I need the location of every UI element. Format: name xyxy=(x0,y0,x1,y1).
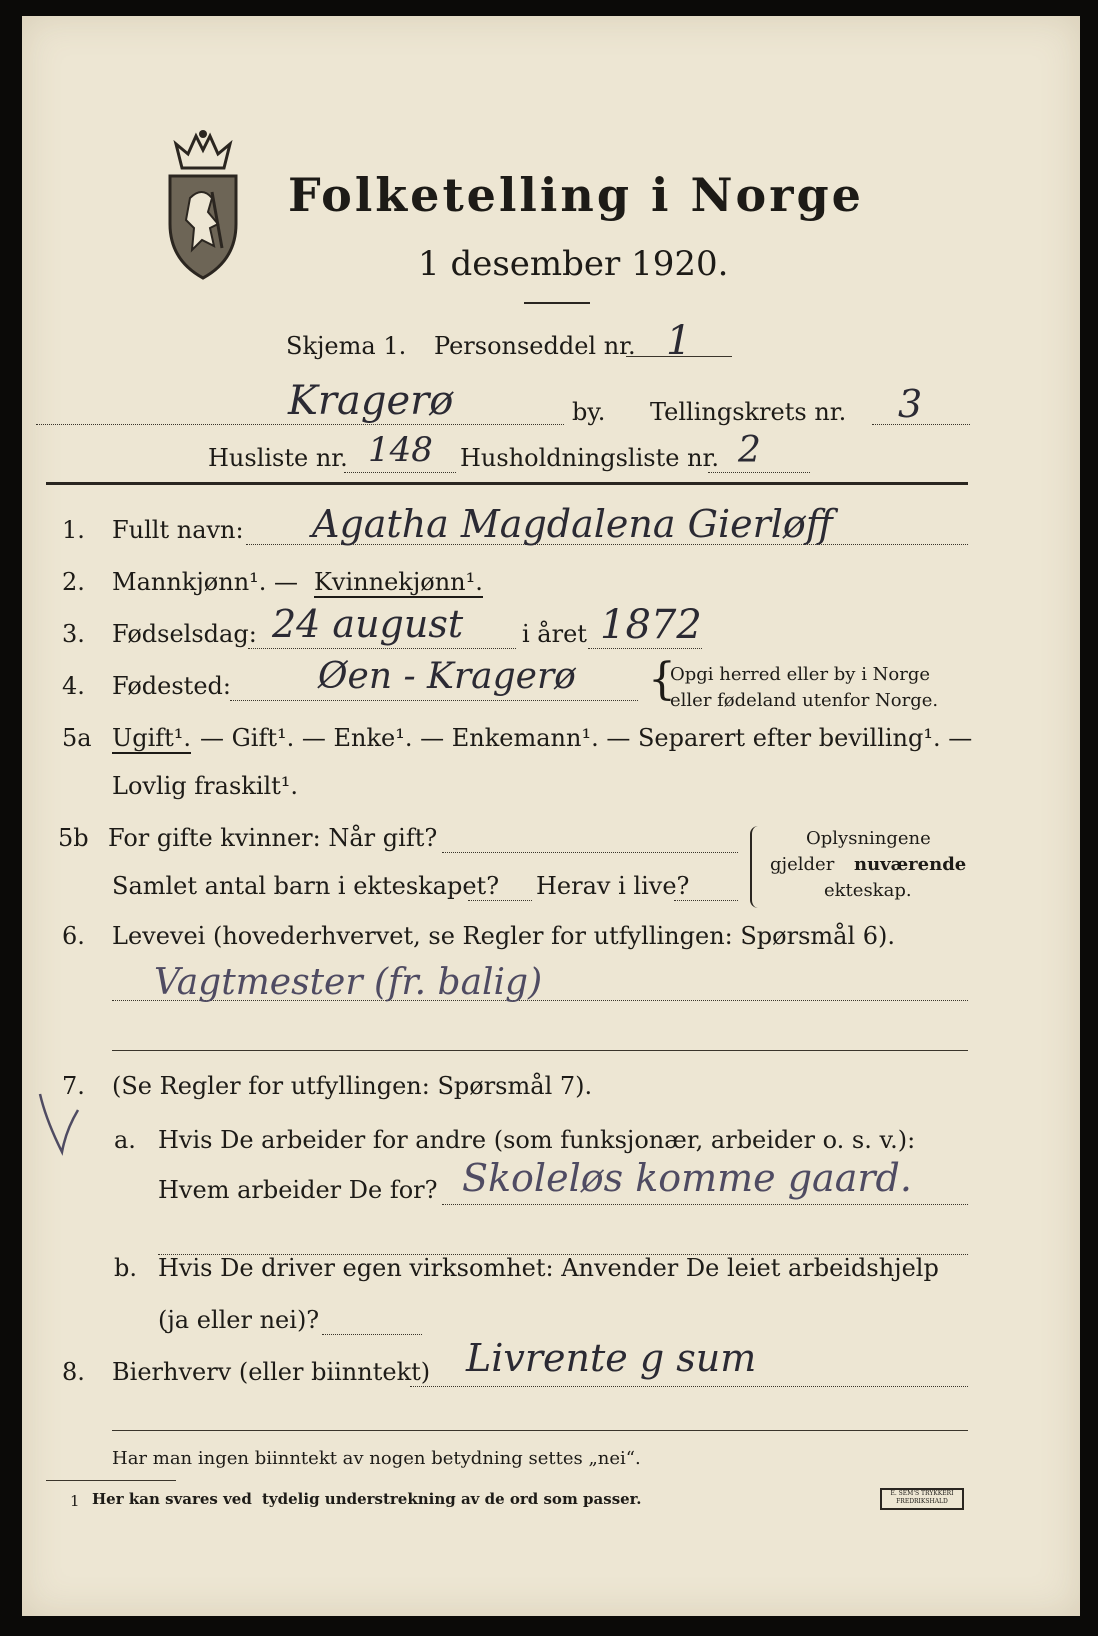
q5b-number: 5b xyxy=(58,824,89,852)
check-mark-icon xyxy=(34,1090,84,1160)
q7-number: 7. xyxy=(62,1072,85,1100)
form-title: Folketelling i Norge xyxy=(288,168,864,222)
q1-label: Fullt navn: xyxy=(112,516,244,544)
q5a-options: — Gift¹. — Enke¹. — Enkemann¹. — Separert efter bevilling¹. — xyxy=(200,724,973,752)
husholdningsliste-number: 2 xyxy=(738,430,761,471)
q6-label: Levevei (hovederhvervet, se Regler for utfyllingen: Spørsmål 6). xyxy=(112,922,896,950)
divider xyxy=(524,302,590,304)
q8-label: Bierhverv (eller biinntekt) xyxy=(112,1358,431,1386)
q2-kvinnekjonn-underlined: Kvinnekjønn¹. xyxy=(314,568,483,596)
q4-number: 4. xyxy=(62,672,85,700)
q8-side-income: Livrente g sum xyxy=(466,1336,757,1380)
personseddel-number: 1 xyxy=(666,318,692,364)
q7a-letter: a. xyxy=(114,1126,136,1154)
tellingskrets-number: 3 xyxy=(898,382,923,426)
norway-coat-of-arms-icon xyxy=(162,128,244,280)
q3-birth-year: 1872 xyxy=(600,602,702,648)
q7a-question: Hvem arbeider De for? xyxy=(158,1176,438,1204)
q5a-line2: Lovlig fraskilt¹. xyxy=(112,772,299,800)
q5b-note-2a: gjelder xyxy=(770,854,835,875)
q7b-text: Hvis De driver egen virksomhet: Anvender De leiet arbeidshjelp xyxy=(158,1254,939,1282)
q5b-naar-gift: For gifte kvinner: Når gift? xyxy=(108,824,438,852)
tellingskrets-label: Tellingskrets nr. xyxy=(650,398,847,426)
q5b-herav-i-live: Herav i live? xyxy=(536,872,690,900)
brace: { xyxy=(648,654,676,705)
q4-note-2: eller fødeland utenfor Norge. xyxy=(670,690,939,711)
q1-number: 1. xyxy=(62,516,85,544)
q3-year-label: i året xyxy=(522,620,587,648)
brace-5b xyxy=(750,826,760,908)
skjema-label: Skjema 1. xyxy=(286,332,407,360)
q4-label: Fødested: xyxy=(112,672,231,700)
q3-label: Fødselsdag: xyxy=(112,620,257,648)
q8-number: 8. xyxy=(62,1358,85,1386)
q7b-letter: b. xyxy=(114,1254,137,1282)
q5b-note-1: Oplysningene xyxy=(806,828,931,849)
personseddel-label: Personseddel nr. xyxy=(434,332,636,360)
q2-mannkjonn: Mannkjønn¹. — xyxy=(112,568,299,596)
census-form xyxy=(22,16,1080,1616)
q7b-question: (ja eller nei)? xyxy=(158,1306,320,1334)
q5b-antal-barn: Samlet antal barn i ekteskapet? xyxy=(112,872,500,900)
q6-occupation: Vagtmester (fr. balig) xyxy=(154,962,543,1003)
header-rule xyxy=(46,482,968,485)
husliste-label: Husliste nr. xyxy=(208,444,348,472)
q3-number: 3. xyxy=(62,620,85,648)
footnote-b: tydelig understrekning av de ord som passer. xyxy=(262,1490,642,1508)
census-date: 1 desember 1920. xyxy=(418,244,729,284)
q6-number: 6. xyxy=(62,922,85,950)
husholdningsliste-label: Husholdningsliste nr. xyxy=(460,444,719,472)
q1-full-name: Agatha Magdalena Gierløff xyxy=(312,502,833,546)
q7-label: (Se Regler for utfyllingen: Spørsmål 7). xyxy=(112,1072,593,1100)
q4-birthplace: Øen - Kragerø xyxy=(318,656,576,697)
by-label: by. xyxy=(572,398,606,426)
husliste-number: 148 xyxy=(368,430,433,470)
printer-stamp: E. SEM'S TRYKKERI FREDRIKSHALD xyxy=(880,1488,964,1510)
q2-number: 2. xyxy=(62,568,85,596)
q5b-note-3: ekteskap. xyxy=(824,880,912,901)
q4-note-1: Opgi herred eller by i Norge xyxy=(670,664,931,685)
q5a-number: 5a xyxy=(62,724,92,752)
q7a-employer: Skoleløs komme gaard. xyxy=(462,1156,912,1200)
q5a-ugift-underlined: Ugift¹. xyxy=(112,724,192,752)
footnote-mark: 1 xyxy=(70,1492,80,1510)
footnote-a: Her kan svares ved xyxy=(92,1490,252,1508)
q3-birth-day: 24 august xyxy=(272,602,464,646)
q7a-text: Hvis De arbeider for andre (som funksjonær, arbeider o. s. v.): xyxy=(158,1126,916,1154)
q5b-note-2b: nuværende xyxy=(854,854,967,875)
footer-note: Har man ingen biinntekt av nogen betydning settes „nei“. xyxy=(112,1448,641,1469)
by-value: Kragerø xyxy=(288,378,454,424)
